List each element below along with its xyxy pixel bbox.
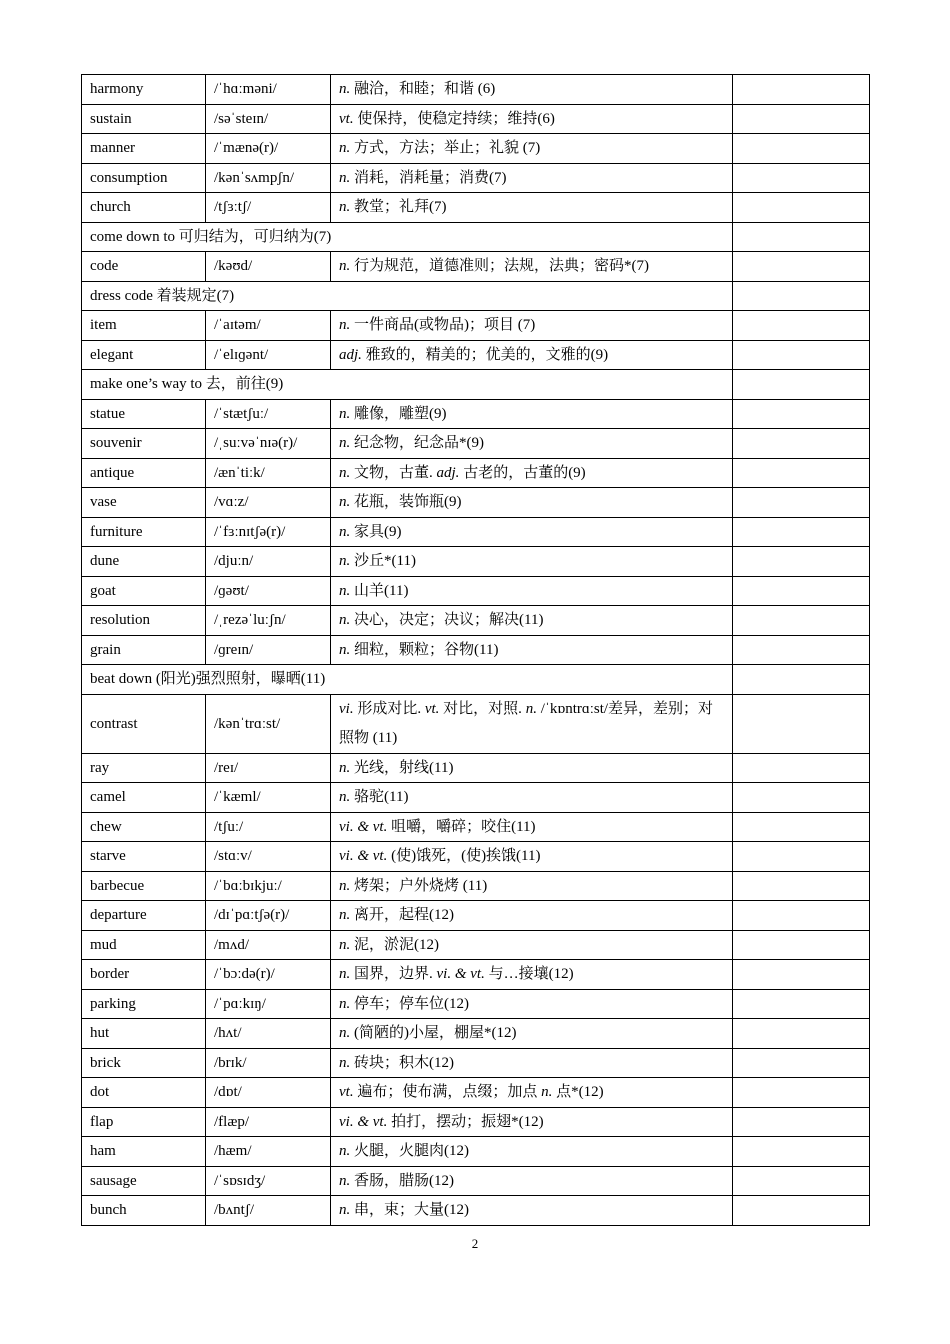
part-of-speech: n.	[339, 553, 351, 570]
definition-text: 雅致的，精美的；优美的，文雅的(9)	[361, 346, 609, 363]
notes-cell	[733, 783, 870, 813]
word-cell: dune	[82, 547, 206, 577]
notes-cell	[733, 1078, 870, 1108]
word-cell: departure	[82, 901, 206, 931]
part-of-speech: vi. & vt.	[339, 848, 388, 865]
word-row	[82, 694, 870, 753]
definition-cell	[331, 252, 733, 282]
word-cell: vase	[82, 488, 206, 518]
part-of-speech: n.	[339, 789, 351, 806]
notes-cell	[733, 547, 870, 577]
definition-cell	[331, 488, 733, 518]
part-of-speech: n.	[339, 405, 351, 422]
word-row	[82, 488, 870, 518]
phonetic-cell: /ˈaɪtəm/	[206, 311, 331, 341]
definition-text: 拍打，摆动；振翅*(12)	[387, 1113, 544, 1130]
phonetic-cell: /ænˈtiːk/	[206, 458, 331, 488]
word-cell: manner	[82, 134, 206, 164]
definition-cell	[331, 1137, 733, 1167]
word-row	[82, 930, 870, 960]
definition-text: 沙丘*(11)	[350, 553, 416, 570]
phonetic-cell: /mʌd/	[206, 930, 331, 960]
definition-cell	[331, 517, 733, 547]
definition-text: 雕像，雕塑(9)	[350, 405, 447, 422]
word-row	[82, 871, 870, 901]
definition-text: 砖块；积木(12)	[350, 1054, 454, 1071]
definition-cell	[331, 901, 733, 931]
notes-cell	[733, 842, 870, 872]
word-cell: souvenir	[82, 429, 206, 459]
phonetic-cell: /ˈsɒsɪdʒ/	[206, 1166, 331, 1196]
notes-cell	[733, 606, 870, 636]
word-cell: code	[82, 252, 206, 282]
phonetic-cell: /ɡreɪn/	[206, 635, 331, 665]
definition-text: 香肠，腊肠(12)	[350, 1172, 454, 1189]
notes-cell	[733, 281, 870, 311]
notes-cell	[733, 340, 870, 370]
phrase-cell: make one’s way to 去，前往(9)	[82, 370, 733, 400]
definition-text: (简陋的)小屋，棚屋*(12)	[350, 1025, 517, 1042]
word-row	[82, 1078, 870, 1108]
word-row	[82, 753, 870, 783]
word-cell: antique	[82, 458, 206, 488]
word-cell: mud	[82, 930, 206, 960]
definition-cell	[331, 930, 733, 960]
word-cell: resolution	[82, 606, 206, 636]
word-cell: brick	[82, 1048, 206, 1078]
phonetic-cell: /ˈbɔːdə(r)/	[206, 960, 331, 990]
notes-cell	[733, 163, 870, 193]
notes-cell	[733, 193, 870, 223]
definition-text: 烤架；户外烧烤 (11)	[350, 877, 488, 894]
part-of-speech: n.	[339, 641, 351, 658]
word-cell: contrast	[82, 694, 206, 753]
word-row	[82, 842, 870, 872]
word-cell: ray	[82, 753, 206, 783]
definition-cell	[331, 1019, 733, 1049]
part-of-speech: n.	[339, 759, 351, 776]
part-of-speech: vi. & vt.	[436, 966, 485, 983]
word-row	[82, 429, 870, 459]
definition-text: 家具(9)	[350, 523, 402, 540]
word-row	[82, 517, 870, 547]
part-of-speech: n.	[339, 907, 351, 924]
phrase-row	[82, 281, 870, 311]
word-row	[82, 340, 870, 370]
notes-cell	[733, 222, 870, 252]
notes-cell	[733, 104, 870, 134]
definition-text: 山羊(11)	[350, 582, 409, 599]
definition-text: 形成对比.	[353, 700, 425, 717]
word-cell: furniture	[82, 517, 206, 547]
word-row	[82, 783, 870, 813]
phonetic-cell: /tʃɜːtʃ/	[206, 193, 331, 223]
word-row	[82, 458, 870, 488]
definition-cell	[331, 163, 733, 193]
definition-text: 咀嚼，嚼碎；咬住(11)	[387, 818, 536, 835]
word-row	[82, 606, 870, 636]
part-of-speech: vt.	[339, 110, 354, 127]
vocabulary-table-body	[82, 75, 870, 1226]
part-of-speech: n.	[339, 464, 351, 481]
definition-text: 纪念物，纪念品*(9)	[350, 435, 484, 452]
word-cell: barbecue	[82, 871, 206, 901]
part-of-speech: n.	[339, 877, 351, 894]
notes-cell	[733, 812, 870, 842]
part-of-speech: n.	[339, 966, 351, 983]
word-row	[82, 812, 870, 842]
part-of-speech: n.	[339, 936, 351, 953]
definition-cell	[331, 429, 733, 459]
part-of-speech: n.	[339, 317, 351, 334]
phonetic-cell: /stɑːv/	[206, 842, 331, 872]
word-cell: church	[82, 193, 206, 223]
definition-cell	[331, 75, 733, 105]
definition-text: 一件商品(或物品)；项目 (7)	[350, 317, 536, 334]
definition-text: 方式，方法；举止；礼貌 (7)	[350, 140, 541, 157]
part-of-speech: n.	[339, 1202, 351, 1219]
part-of-speech: n.	[339, 582, 351, 599]
definition-text: 与…接壤(12)	[484, 966, 574, 983]
definition-text: 离开，起程(12)	[350, 907, 454, 924]
definition-cell	[331, 134, 733, 164]
word-row	[82, 104, 870, 134]
phonetic-cell: /kənˈsʌmpʃn/	[206, 163, 331, 193]
notes-cell	[733, 370, 870, 400]
phonetic-cell: /ˈpɑːkɪŋ/	[206, 989, 331, 1019]
word-cell: border	[82, 960, 206, 990]
part-of-speech: adj.	[436, 464, 460, 481]
phonetic-cell: /ˈstætʃuː/	[206, 399, 331, 429]
definition-cell	[331, 1196, 733, 1226]
part-of-speech: vt.	[339, 1084, 354, 1101]
part-of-speech: n.	[339, 494, 351, 511]
part-of-speech: n.	[339, 523, 351, 540]
word-cell: camel	[82, 783, 206, 813]
notes-cell	[733, 517, 870, 547]
notes-cell	[733, 429, 870, 459]
notes-cell	[733, 75, 870, 105]
phonetic-cell: /kəʊd/	[206, 252, 331, 282]
part-of-speech: n.	[525, 700, 537, 717]
part-of-speech: vi.	[339, 700, 354, 717]
definition-cell	[331, 458, 733, 488]
phonetic-cell: /tʃuː/	[206, 812, 331, 842]
part-of-speech: n.	[339, 169, 351, 186]
definition-cell	[331, 606, 733, 636]
definition-cell	[331, 1048, 733, 1078]
word-row	[82, 1166, 870, 1196]
phonetic-cell: /bʌntʃ/	[206, 1196, 331, 1226]
notes-cell	[733, 1048, 870, 1078]
notes-cell	[733, 252, 870, 282]
definition-text: 对比，对照.	[439, 700, 526, 717]
word-cell: dot	[82, 1078, 206, 1108]
definition-cell	[331, 1166, 733, 1196]
word-row	[82, 1137, 870, 1167]
definition-text: 决心，决定；决议；解决(11)	[350, 612, 544, 629]
definition-cell	[331, 399, 733, 429]
definition-cell	[331, 989, 733, 1019]
part-of-speech: n.	[339, 199, 351, 216]
definition-text: 遍布；使布满，点缀；加点	[353, 1084, 542, 1101]
phonetic-cell: /səˈsteɪn/	[206, 104, 331, 134]
definition-text: 行为规范，道德准则；法规，法典；密码*(7)	[350, 258, 649, 275]
phonetic-cell: /ˈkæml/	[206, 783, 331, 813]
word-row	[82, 1107, 870, 1137]
definition-cell	[331, 547, 733, 577]
phrase-row	[82, 665, 870, 695]
phonetic-cell: /ˈhɑːməni/	[206, 75, 331, 105]
notes-cell	[733, 458, 870, 488]
phonetic-cell: /kənˈtrɑːst/	[206, 694, 331, 753]
phonetic-cell: /ˈbɑːbɪkjuː/	[206, 871, 331, 901]
notes-cell	[733, 134, 870, 164]
word-row	[82, 989, 870, 1019]
definition-cell	[331, 753, 733, 783]
phonetic-cell: /flæp/	[206, 1107, 331, 1137]
notes-cell	[733, 989, 870, 1019]
part-of-speech: vt.	[424, 700, 440, 717]
part-of-speech: n.	[339, 435, 351, 452]
notes-cell	[733, 1196, 870, 1226]
part-of-speech: n.	[339, 258, 351, 275]
definition-text: /ˈkɒntrɑːst/差异，差别；对照物 (11)	[339, 700, 714, 746]
definition-cell	[331, 576, 733, 606]
word-row	[82, 960, 870, 990]
definition-text: 串，束；大量(12)	[350, 1202, 469, 1219]
notes-cell	[733, 576, 870, 606]
part-of-speech: n.	[339, 1054, 351, 1071]
word-cell: sustain	[82, 104, 206, 134]
definition-text: 泥，淤泥(12)	[350, 936, 439, 953]
phonetic-cell: /ɡəʊt/	[206, 576, 331, 606]
phrase-cell: beat down (阳光)强烈照射，曝晒(11)	[82, 665, 733, 695]
phonetic-cell: /hæm/	[206, 1137, 331, 1167]
word-cell: item	[82, 311, 206, 341]
phonetic-cell: /dɪˈpɑːtʃə(r)/	[206, 901, 331, 931]
notes-cell	[733, 488, 870, 518]
part-of-speech: n.	[339, 81, 351, 98]
definition-cell	[331, 871, 733, 901]
definition-text: 停车；停车位(12)	[350, 995, 469, 1012]
page-number: 2	[471, 1236, 479, 1251]
definition-text: 点*(12)	[552, 1084, 604, 1101]
word-row	[82, 193, 870, 223]
phonetic-cell: /vɑːz/	[206, 488, 331, 518]
part-of-speech: n.	[339, 1143, 351, 1160]
definition-text: 细粒，颗粒；谷物(11)	[350, 641, 499, 658]
definition-text: 文物，古董.	[350, 464, 437, 481]
word-cell: consumption	[82, 163, 206, 193]
word-row	[82, 311, 870, 341]
notes-cell	[733, 635, 870, 665]
word-cell: hut	[82, 1019, 206, 1049]
definition-text: 使保持，使稳定持续；维持(6)	[353, 110, 555, 127]
definition-cell	[331, 635, 733, 665]
phonetic-cell: /djuːn/	[206, 547, 331, 577]
notes-cell	[733, 1166, 870, 1196]
definition-text: 教堂；礼拜(7)	[350, 199, 447, 216]
phonetic-cell: /ˌsuːvəˈnɪə(r)/	[206, 429, 331, 459]
phonetic-cell: /ˈelɪɡənt/	[206, 340, 331, 370]
word-row	[82, 576, 870, 606]
notes-cell	[733, 311, 870, 341]
phonetic-cell: /ˈmænə(r)/	[206, 134, 331, 164]
word-cell: elegant	[82, 340, 206, 370]
part-of-speech: adj.	[339, 346, 362, 363]
word-row	[82, 1048, 870, 1078]
word-row	[82, 901, 870, 931]
notes-cell	[733, 694, 870, 753]
part-of-speech: vi. & vt.	[339, 818, 388, 835]
word-cell: parking	[82, 989, 206, 1019]
notes-cell	[733, 1107, 870, 1137]
word-row	[82, 252, 870, 282]
definition-cell	[331, 960, 733, 990]
definition-text: 骆驼(11)	[350, 789, 409, 806]
word-cell: goat	[82, 576, 206, 606]
definition-cell	[331, 340, 733, 370]
part-of-speech: n.	[339, 995, 351, 1012]
notes-cell	[733, 930, 870, 960]
notes-cell	[733, 753, 870, 783]
definition-text: (使)饿死，(使)挨饿(11)	[387, 848, 541, 865]
part-of-speech: vi. & vt.	[339, 1113, 388, 1130]
phrase-cell: come down to 可归结为，可归纳为(7)	[82, 222, 733, 252]
word-cell: bunch	[82, 1196, 206, 1226]
word-cell: sausage	[82, 1166, 206, 1196]
word-row	[82, 399, 870, 429]
word-row	[82, 163, 870, 193]
definition-text: 融洽，和睦；和谐 (6)	[350, 81, 496, 98]
definition-cell	[331, 783, 733, 813]
word-row	[82, 75, 870, 105]
definition-text: 消耗，消耗量；消费(7)	[350, 169, 507, 186]
word-row	[82, 134, 870, 164]
word-row	[82, 547, 870, 577]
definition-text: 光线，射线(11)	[350, 759, 454, 776]
part-of-speech: n.	[339, 612, 351, 629]
word-row	[82, 635, 870, 665]
notes-cell	[733, 665, 870, 695]
phonetic-cell: /ˈfɜːnɪtʃə(r)/	[206, 517, 331, 547]
notes-cell	[733, 1019, 870, 1049]
definition-cell	[331, 842, 733, 872]
notes-cell	[733, 901, 870, 931]
phonetic-cell: /reɪ/	[206, 753, 331, 783]
definition-cell	[331, 311, 733, 341]
word-row	[82, 1196, 870, 1226]
definition-text: 古老的，古董的(9)	[459, 464, 586, 481]
definition-cell	[331, 193, 733, 223]
phrase-cell: dress code 着装规定(7)	[82, 281, 733, 311]
part-of-speech: n.	[339, 1172, 351, 1189]
phonetic-cell: /brɪk/	[206, 1048, 331, 1078]
notes-cell	[733, 399, 870, 429]
word-cell: flap	[82, 1107, 206, 1137]
definition-cell	[331, 104, 733, 134]
word-cell: statue	[82, 399, 206, 429]
word-cell: harmony	[82, 75, 206, 105]
part-of-speech: n.	[339, 140, 351, 157]
definition-text: 国界，边界.	[350, 966, 437, 983]
part-of-speech: n.	[541, 1084, 553, 1101]
notes-cell	[733, 960, 870, 990]
word-cell: ham	[82, 1137, 206, 1167]
phonetic-cell: /dɒt/	[206, 1078, 331, 1108]
word-row	[82, 1019, 870, 1049]
definition-text: 花瓶，装饰瓶(9)	[350, 494, 462, 511]
vocabulary-table	[81, 74, 870, 1226]
definition-cell	[331, 1107, 733, 1137]
notes-cell	[733, 1137, 870, 1167]
definition-text: 火腿，火腿肉(12)	[350, 1143, 469, 1160]
phonetic-cell: /ˌrezəˈluːʃn/	[206, 606, 331, 636]
phrase-row	[82, 222, 870, 252]
phrase-row	[82, 370, 870, 400]
phonetic-cell: /hʌt/	[206, 1019, 331, 1049]
part-of-speech: n.	[339, 1025, 351, 1042]
word-cell: grain	[82, 635, 206, 665]
definition-cell	[331, 1078, 733, 1108]
word-cell: chew	[82, 812, 206, 842]
definition-cell	[331, 694, 733, 753]
definition-cell	[331, 812, 733, 842]
notes-cell	[733, 871, 870, 901]
word-cell: starve	[82, 842, 206, 872]
